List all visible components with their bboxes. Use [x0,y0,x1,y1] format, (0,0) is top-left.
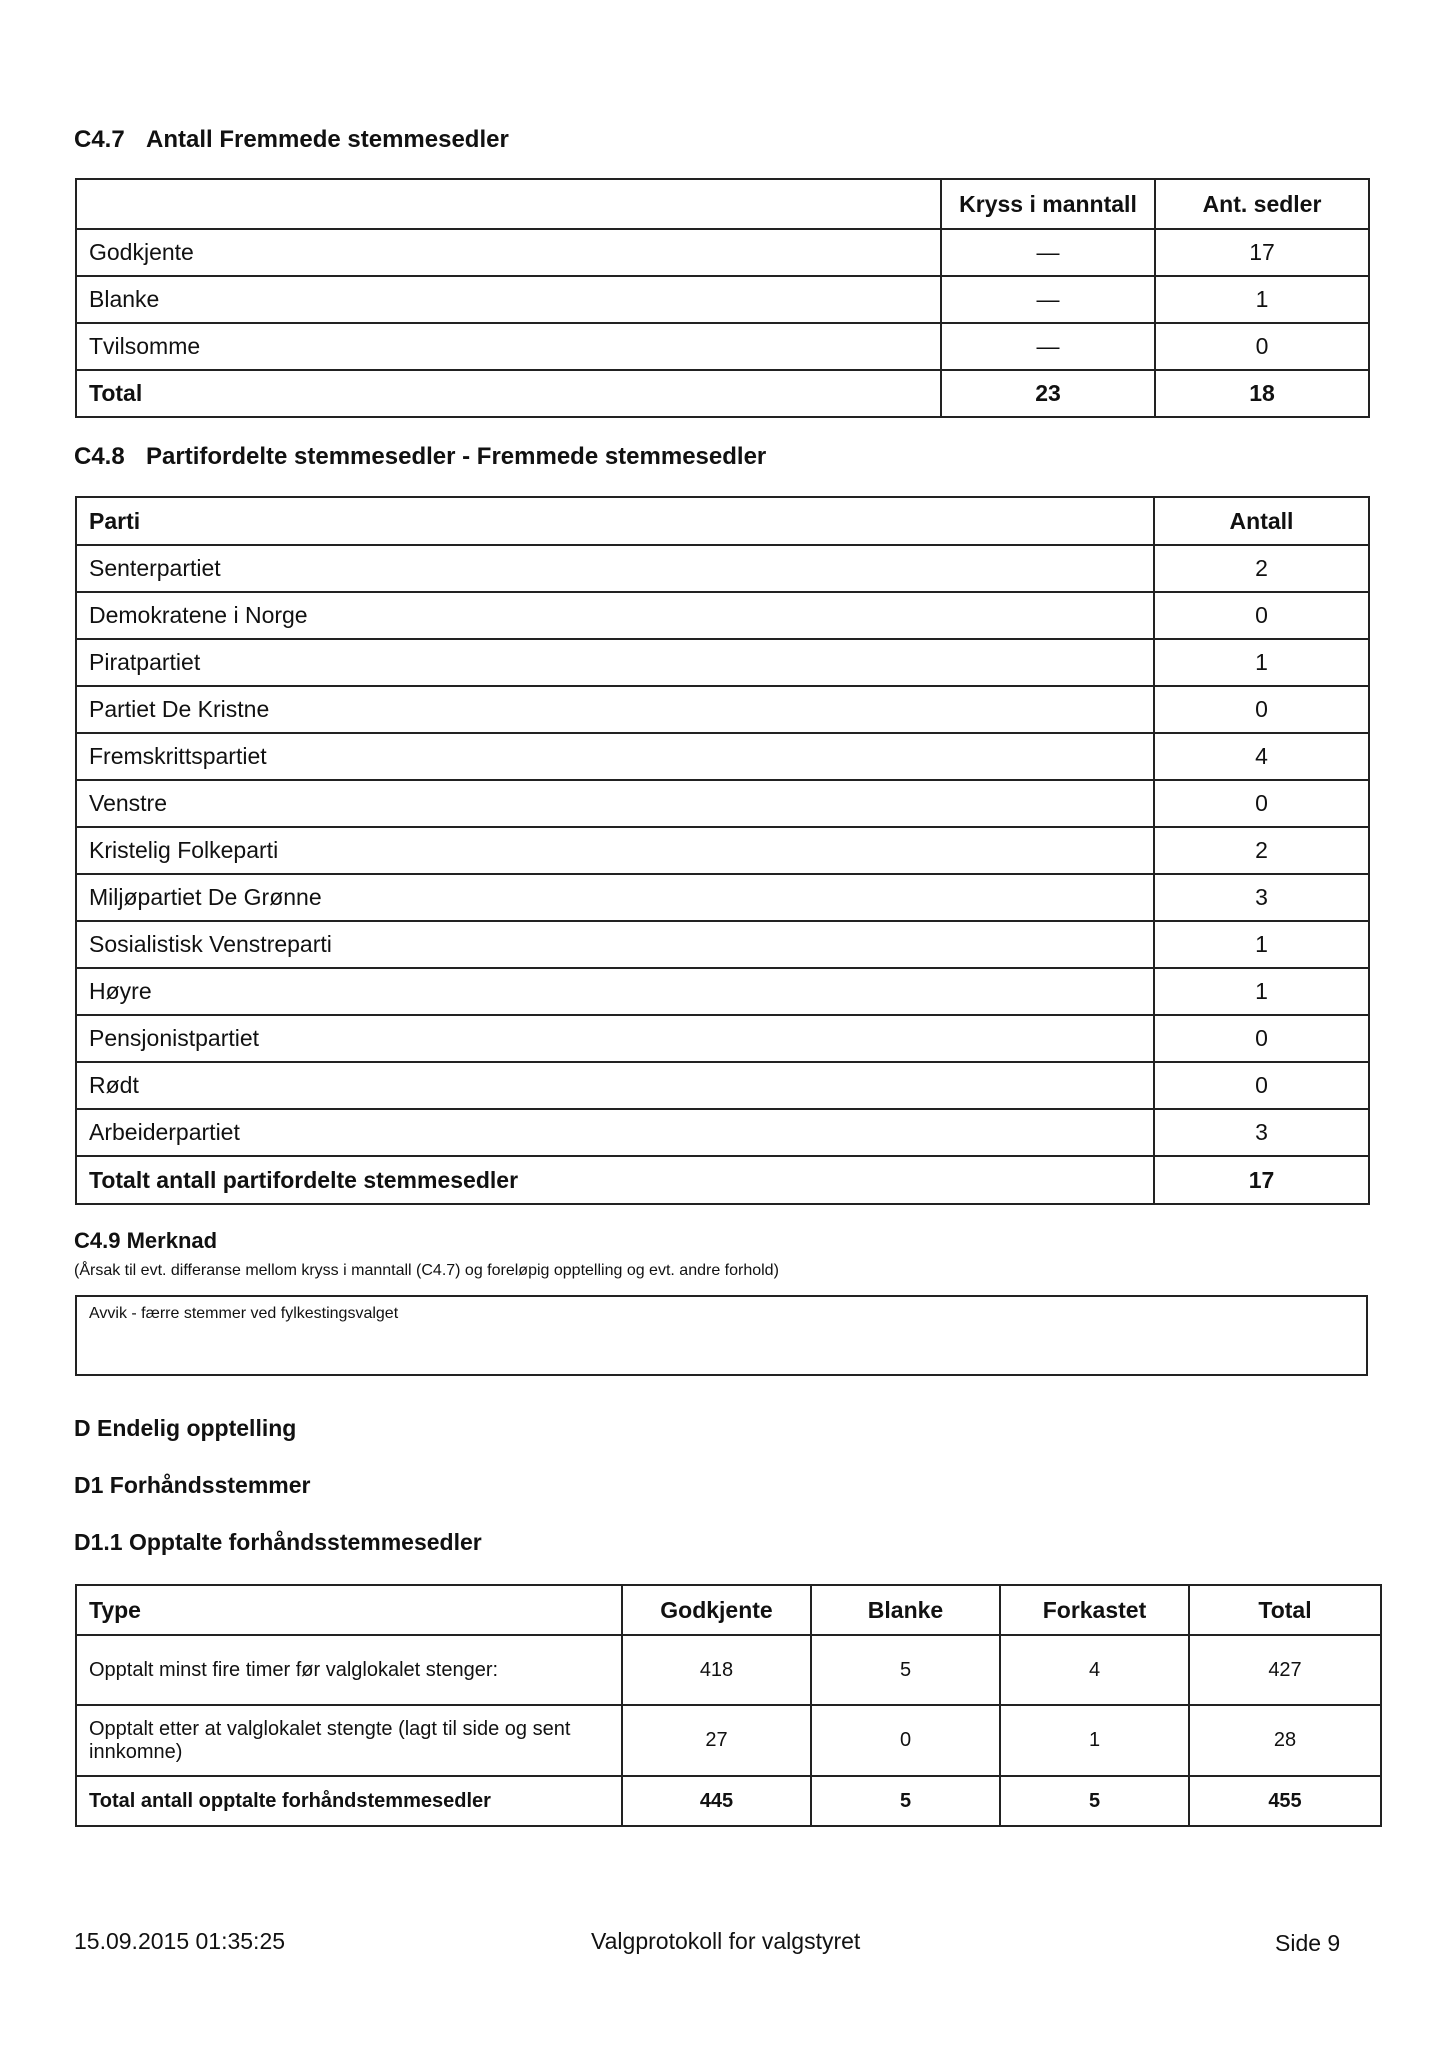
blanke-value: 0 [811,1705,1000,1776]
header-type: Type [76,1585,622,1635]
section-c49-subtitle: (Årsak til evt. differanse mellom kryss i manntall (C4.7) og foreløpig opptelling og evt. andre forhold) [74,1262,779,1279]
party-name: Demokratene i Norge [76,592,1154,639]
table-total-row [76,1156,1369,1204]
table-row [76,733,1369,780]
header-antall: Antall [1154,497,1369,545]
table-header-row [76,179,1369,229]
party-count: 2 [1154,827,1369,874]
partifordelte-table [75,496,1370,1205]
section-number: C4.8 [74,443,125,470]
header-total: Total [1189,1585,1381,1635]
blanke-value: 5 [811,1635,1000,1705]
header-blanke: Blanke [811,1585,1000,1635]
table-row [76,545,1369,592]
table-row [76,827,1369,874]
total-sedler: 18 [1155,370,1369,417]
sedler-value: 1 [1155,276,1369,323]
table-row [76,1635,1381,1705]
kryss-value: — [941,323,1155,370]
table-row [76,968,1369,1015]
party-name: Arbeiderpartiet [76,1109,1154,1156]
party-name: Venstre [76,780,1154,827]
table-header-row [76,1585,1381,1635]
party-name: Piratpartiet [76,639,1154,686]
party-name: Senterpartiet [76,545,1154,592]
party-count: 0 [1154,1015,1369,1062]
party-name: Kristelig Folkeparti [76,827,1154,874]
type-label: Opptalt minst fire timer før valglokalet stenger: [76,1635,622,1705]
section-d1-heading: D1 Forhåndsstemmer [74,1472,311,1498]
table-total-row [76,370,1369,417]
total-label: Total [76,370,941,417]
table-row [76,229,1369,276]
party-count: 1 [1154,639,1369,686]
table-row [76,1062,1369,1109]
table-row [76,874,1369,921]
section-c47-heading [74,126,509,154]
remark-box [75,1295,1368,1376]
total-value: 28 [1189,1705,1381,1776]
party-name: Rødt [76,1062,1154,1109]
row-label: Godkjente [76,229,941,276]
party-name: Fremskrittspartiet [76,733,1154,780]
party-count: 0 [1154,686,1369,733]
header-ant-sedler: Ant. sedler [1155,179,1369,229]
footer-page-number: Side 9 [1275,1930,1341,1956]
total-value: 427 [1189,1635,1381,1705]
section-c48-heading [74,443,766,471]
godkjente-value: 418 [622,1635,811,1705]
table-row [76,1015,1369,1062]
total-count: 17 [1154,1156,1369,1204]
table-row [76,921,1369,968]
section-d11-heading: D1.1 Opptalte forhåndsstemmesedler [74,1529,482,1555]
section-title: Partifordelte stemmesedler - Fremmede stemmesedler [146,443,767,470]
row-label: Tvilsomme [76,323,941,370]
table-header-row [76,497,1369,545]
party-name: Partiet De Kristne [76,686,1154,733]
table-row [76,639,1369,686]
party-count: 2 [1154,545,1369,592]
kryss-value: — [941,276,1155,323]
table-row [76,1109,1369,1156]
sedler-value: 17 [1155,229,1369,276]
total-total: 455 [1189,1776,1381,1826]
type-label: Opptalt etter at valglokalet stengte (lagt til side og sent innkomne) [76,1705,622,1776]
table-row [76,323,1369,370]
section-d-heading: D Endelig opptelling [74,1415,297,1441]
table-row [76,686,1369,733]
party-count: 4 [1154,733,1369,780]
godkjente-value: 27 [622,1705,811,1776]
party-count: 3 [1154,874,1369,921]
table-row [76,780,1369,827]
kryss-value: — [941,229,1155,276]
header-godkjente: Godkjente [622,1585,811,1635]
section-c49-heading: C4.9 Merknad [74,1228,218,1253]
table-total-row [76,1776,1381,1826]
footer-title: Valgprotokoll for valgstyret [591,1928,861,1954]
sedler-value: 0 [1155,323,1369,370]
row-label: Blanke [76,276,941,323]
total-kryss: 23 [941,370,1155,417]
party-count: 0 [1154,592,1369,639]
party-name: Høyre [76,968,1154,1015]
party-name: Miljøpartiet De Grønne [76,874,1154,921]
forkastet-value: 1 [1000,1705,1189,1776]
header-cell-blank [76,179,941,229]
total-label: Total antall opptalte forhåndstemmesedler [76,1776,622,1826]
forhandsstemmer-table [75,1584,1382,1827]
party-count: 0 [1154,780,1369,827]
fremmede-stemmesedler-table [75,178,1370,418]
party-count: 1 [1154,921,1369,968]
party-count: 1 [1154,968,1369,1015]
remark-text: Avvik - færre stemmer ved fylkestingsvalget [89,1305,399,1322]
party-count: 3 [1154,1109,1369,1156]
section-title: Antall Fremmede stemmesedler [146,126,509,153]
section-number: C4.7 [74,126,125,153]
party-name: Pensjonistpartiet [76,1015,1154,1062]
total-label: Totalt antall partifordelte stemmesedler [76,1156,1154,1204]
table-row [76,592,1369,639]
total-godkjente: 445 [622,1776,811,1826]
total-blanke: 5 [811,1776,1000,1826]
header-kryss-i-manntall: Kryss i manntall [941,179,1155,229]
header-forkastet: Forkastet [1000,1585,1189,1635]
table-row [76,276,1369,323]
forkastet-value: 4 [1000,1635,1189,1705]
table-row [76,1705,1381,1776]
party-name: Sosialistisk Venstreparti [76,921,1154,968]
party-count: 0 [1154,1062,1369,1109]
footer-timestamp: 15.09.2015 01:35:25 [74,1928,286,1954]
header-parti: Parti [76,497,1154,545]
total-forkastet: 5 [1000,1776,1189,1826]
